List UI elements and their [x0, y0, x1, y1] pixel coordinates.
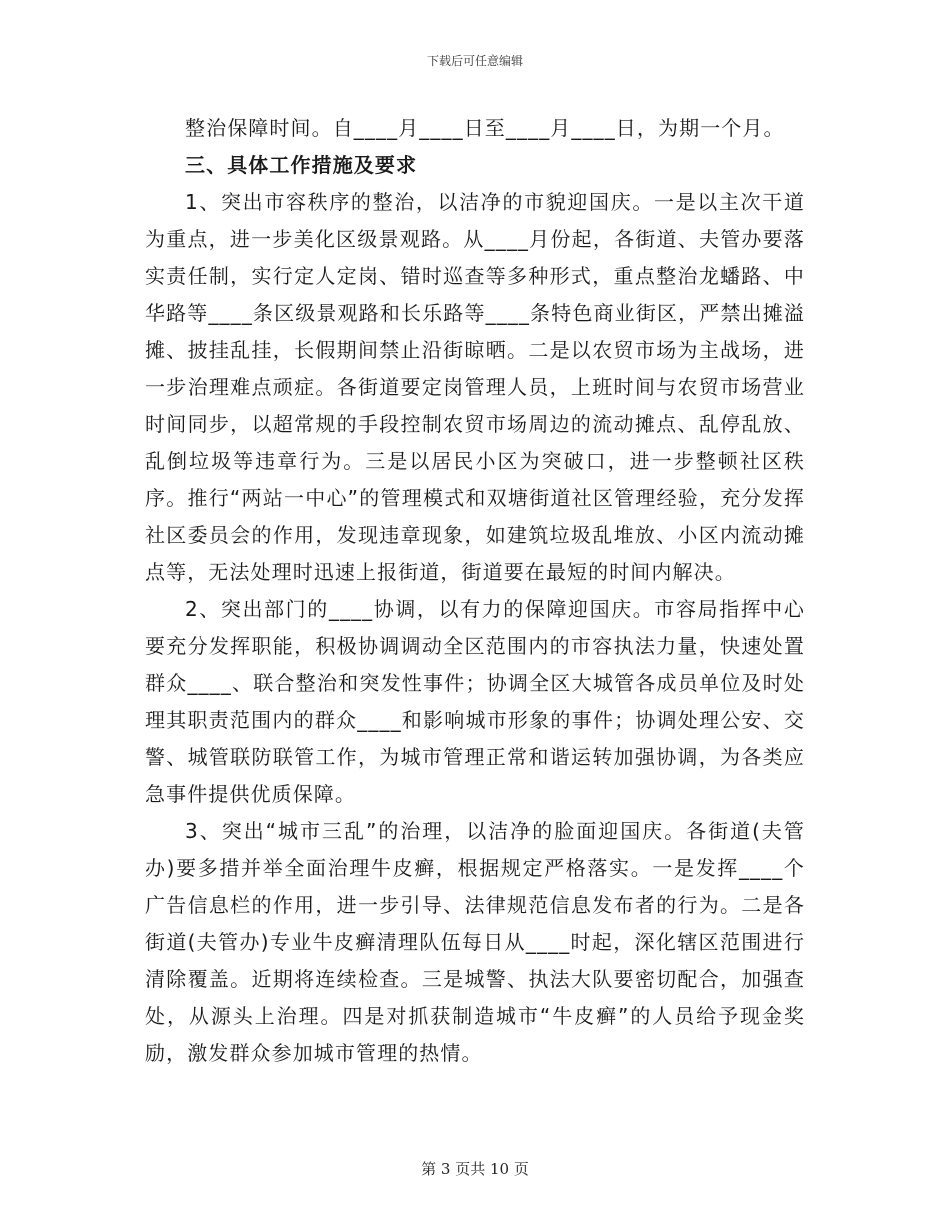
paragraph-3: 3、突出“城市三乱”的治理，以洁净的脸面迎国庆。各街道(夫管办)要多措并举全面治理牛皮癣，根据规定严格落实。一是发挥____个广告信息栏的作用，进一步引导、法律规范信息发布者的行为。二是各街道(夫管办)专业牛皮癣清理队伍每日从____时起，深化辖区范围进行清除覆盖。近期将连续检查。三是城警、执法大队要密切配合，加强查处，从源头上治理。四是对抓获制造城市“牛皮癣”的人员给予现金奖励，激发群众参加城市管理的热情。 — [145, 819, 805, 1065]
download-note: 下载后可任意编辑 — [426, 54, 523, 68]
section-heading: 三、具体工作措施及要求 — [185, 153, 418, 177]
page-number: 第 3 页共 10 页 — [421, 1160, 529, 1178]
paragraph-2: 2、突出部门的____协调，以有力的保障迎国庆。市容局指挥中心要充分发挥职能，积极协调调动全区范围内的市容执法力量，快速处置群众____、联合整治和突发性事件；协调全区大城管各成员单位及时处理其职责范围内的群众____和影响城市形象的事件；协调处理公安、交警、城管联防联管工作，为城市管理正常和谐运转加强协调，为各类应急事件提供优质保障。 — [145, 597, 805, 806]
time-period-line: 整治保障时间。自____月____日至____月____日，为期一个月。 — [185, 116, 785, 140]
document-body — [145, 110, 805, 1072]
paragraph-1: 1、突出市容秩序的整治，以洁净的市貌迎国庆。一是以主次干道为重点，进一步美化区级景观路。从____月份起，各街道、夫管办要落实责任制，实行定人定岗、错时巡查等多种形式，重点整治龙蟠路、中华路等____条区级景观路和长乐路等____条特色商业街区，严禁出摊溢摊、披挂乱挂，长假期间禁止沿街晾晒。二是以农贸市场为主战场，进一步治理难点顽症。各街道要定岗管理人员，上班时间与农贸市场营业时间同步，以超常规的手段控制农贸市场周边的流动摊点、乱停乱放、乱倒垃圾等违章行为。三是以居民小区为突破口，进一步整顿社区秩序。推行“两站一中心”的管理模式和双塘街道社区管理经验，充分发挥社区委员会的作用，发现违章现象，如建筑垃圾乱堆放、小区内流动摊点等，无法处理时迅速上报街道，街道要在最短的时间内解决。 — [145, 190, 805, 584]
